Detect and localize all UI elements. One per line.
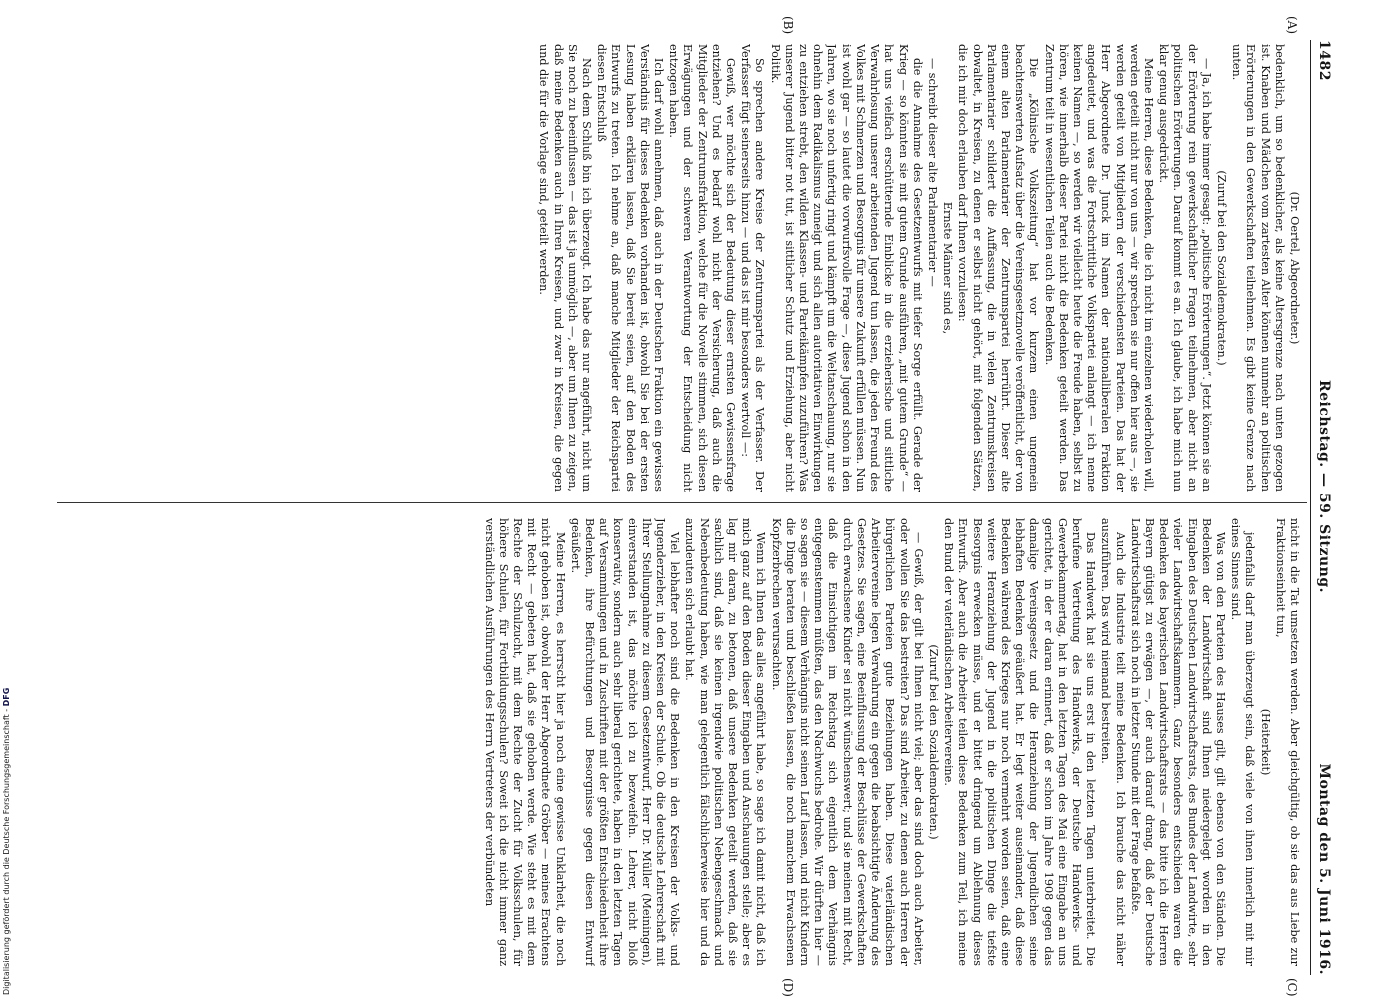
paragraph: — Gewiß, der gilt bei Ihnen nicht viel; aber das sind doch auch Arbeiter, oder wollen Sie das bestreiten? Das sind Arbeiter, zu denen auch Herren der bürgerlichen Parteien gute Beziehungen haben. Diese vaterländischen Arbeitervereine legen Verwahrung ein gegen die beabsichtigte Änderung des Gesetzes. Sie sagen, eine Beeinflussung der Beschlüsse der Gewerkschaften durch erwachsene Kinder sei nicht wünschenswert; und sie meinen mit Recht, daß die Einsichtigen im Reichstag sich eigentlich dem Verhängnis entgegenstemmen müßten, das den Nachwuchs bedrohe. Wir dürften hier — so sagen sie — diesem Verhängnis nicht seinen Lauf lassen, und nicht Kindern die Dinge beraten und beschließen lassen, die noch manchem Erwachsenen Kopfzerbrechen verursachten. xyxy=(769,518,925,966)
paragraph: Meine Herren, diese Bedenken, die ich nicht im einzelnen wiederholen will, werden geteilt nicht nur von uns — wir sprechen sie nur offen hier aus —, sie werden geteilt von Mitgliedern der verschiedensten Parteien. Das hat der Herr Abgeordnete Dr. Junck im Namen der nationalliberalen Fraktion angedeutet, und was die Fortschrittliche Volkspartei anlangt — ich nenne keinen Namen —, so werden wir vielleicht heute die Freude haben, selbst zu hören, wie innerhalb dieser Partei nicht die Bedenken geteilt werden. Das Zentrum teilt in wesentlichen Teilen auch die Bedenken. xyxy=(1042,44,1155,492)
column-divider xyxy=(57,502,1307,503)
rotated-newspaper-page xyxy=(45,16,1335,997)
paragraph: Meine Herren, es herrscht hier ja noch eine gewisse Unklarheit, die noch nicht gehoben ist, obwohl der Herr Abgeordnete Gröber — meines Erachtens mit Recht — gebeten hat, daß sie gehoben werde. Wie steht es mit dem Rechte der Schulzucht, mit dem Rechte der Zucht für Volksschulen, für höhere Schulen, für Fortbildungsschulen? Soweit ich die nicht immer ganz verständlichen Ausführungen des Herrn Vertreters der verbündeten xyxy=(482,518,567,966)
margin-mark-a: (A) xyxy=(1285,16,1299,35)
paragraph: Gewiß, wer möchte sich der Bedeutung dieser ernsten Gewissensfrage entziehen? Und es bedarf wohl nicht der Versicherung, daß auch die Mitglieder der Zentrumsfraktion, welche für die Novelle stimmen, sich diesen Erwägungen und der schweren Verantwortung der Entscheidung nicht entzogen haben. xyxy=(667,44,738,492)
paragraph: (Zuruf bei den Sozialdemokraten.) xyxy=(926,644,940,840)
paragraph: Auch die Industrie teilt meine Bedenken. Ich brauche das nicht näher auszuführen. Das wird niemand bestreiten. xyxy=(1099,518,1127,966)
paragraph: jedenfalls darf man überzeugt sein, daß viele von ihnen innerlich mit mir eines Sinnes sind. xyxy=(1229,518,1257,966)
digitization-credit xyxy=(2,420,12,995)
page-title: Reichstag. — 59. Sitzung. xyxy=(1316,380,1332,593)
paragraph: Ernste Männer sind es, xyxy=(941,201,955,335)
paragraph: Was von den Parteien des Hauses gilt, gilt ebenso von den Ständen. Die Bedenken der Landwirtschaft sind Ihnen niedergelegt worden in den Eingaben des Deutschen Landwirtschaftsrats, des Bundes der Landwirte, sehr vieler Landwirtschaftskammern. Ganz besonders entschieden waren die Bedenken des bayerischen Landwirtschaftsrats — das bitte ich die Herren Bayern gütigst zu erwägen —, der auch darauf drang, daß der Deutsche Landwirtschaftsrat sich noch in letzter Stunde mit der Frage befaßte. xyxy=(1128,518,1227,966)
right-text-column xyxy=(56,518,1301,966)
paragraph: nicht in die Tat umsetzen werden. Aber gleichgültig, ob sie das aus Liebe zur Fraktionseinheit tun, xyxy=(1273,518,1301,966)
paragraph: Nach dem Schluß bin ich überzeugt. Ich habe das nur angeführt, nicht um Sie noch zu beeinflussen — das ist ja unmöglich —, aber um Ihnen zu zeigen, daß meine Bedenken auch in Ihren Kreisen, und zwar in Kreisen, die gegen und die für die Vorlage sind, geteilt werden. xyxy=(537,44,594,492)
margin-mark-c: (C) xyxy=(1285,978,1299,997)
paragraph: bedenklich, um so bedenklicher, als keine Altersgrenze nach unten gezogen ist. Knaben und Mädchen vom zartesten Alter können nunmehr an politischen Erörterungen in den Gewerkschaften teilnehmen. Es gibt keine Grenze nach unten. xyxy=(1230,44,1286,492)
paragraph: (Dr. Oertel, Abgeordneter.) xyxy=(1288,191,1301,345)
paragraph: Ich darf wohl annehmen, daß auch in der Deutschen Fraktion ein gewisses Verständnis für dieses Bedenken vorhanden ist, obwohl Sie bei der ersten Lesung haben erklären lassen, daß Sie bereit seien, auf den Boden des Entwurfs zu treten. Ich nehme an, daß manche Mitglieder der Reichspartei diesen Entschluß xyxy=(595,44,666,492)
paragraph: — schreibt dieser alte Parlamentarier — xyxy=(925,58,939,287)
paragraph: Viel lebhafter noch sind die Bedenken in den Kreisen der Volks- und Jugenderzieher, in den Kreisen der Schule. Ob die deutsche Lehrerschaft mit Ihrer Stellungnahme zu diesem Gesetzentwurf, Herr Dr. Müller (Meiningen), einverstanden ist, das möchte ich zu bezweifeln. Lehrer, nicht bloß konservativ, sondern auch sehr liberal gerichtete, haben in den letzten Tagen auf Versammlungen und in Zuschriften mit der größten Entschiedenheit ihre Bedenken, ihre Befürchtungen und Besorgnisse gegen diesen Entwurf geäußert. xyxy=(568,518,682,966)
page-number: 1482 xyxy=(1316,40,1332,81)
page-header xyxy=(1309,40,1335,975)
page-date: Montag den 5. Juni 1916. xyxy=(1316,763,1332,975)
paragraph: die die Annahme des Gesetzentwurfs mit tiefer Sorge erfüllt. Gerade der Krieg — so könnten sie mit gutem Grunde ausführen, „mit gutem Grunde“ — hat uns vielfach erschütternde Einblicke in die erzieherische und sittliche Verwahrlosung unserer arbeitenden Jugend tun lassen, die jeden Freund des Volkes mit Schmerzen und Besorgnis für unsere Zukunft erfüllen müssen. Nun ist wohl gar — so lautet die vorwurfsvolle Frage —, diese Jugend schon in den Jahren, wo sie noch unfertig ringt und kämpft um die Weltanschauung, nur sie ohnehin dem Radikalismus zuneigt und sich allen autoritativen Einwirkungen zu entziehen strebt, den wilden Klassen- und Parteikämpfen zuzuführen? Was unserer Jugend bitter not tut, ist sittlicher Schutz und Erziehung, aber nicht Politik. xyxy=(768,44,924,492)
paragraph: — Ja, ich habe immer gesagt: „politische Erörterungen“. Jetzt können sie an der Erörterung rein gewerkschaftlicher Fragen teilnehmen, aber nicht an politischen Erörterungen. Darauf kommt es an. Ich glaube, ich habe mich nun klar genug ausgedrückt. xyxy=(1157,44,1213,492)
paragraph: Wenn ich Ihnen das alles angeführt habe, so sage ich damit nicht, daß ich mich ganz auf den Boden dieser Eingaben und Anschauungen stelle; aber es lag mir daran, zu betonen, daß unsere Bedenken geteilt werden, daß sie sachlich sind, daß sie keinen irgendwie politischen Nebengeschmack und Nebenbedeutung haben, wie man gelegentlich fälschlicherweise hier und da anzudeuten sich erlaubt hat. xyxy=(683,518,768,966)
paragraph: (Zuruf bei den Sozialdemokraten.) xyxy=(1214,170,1228,366)
paragraph: (Heiterkeit) xyxy=(1258,708,1272,776)
credit-text: Digitalisierung gefördert durch die Deutsche Forschungsgemeinschaft - xyxy=(2,708,11,995)
paragraph: Das Handwerk hat sie uns erst in den letzten Tagen unterbreitet. Die berufene Vertretung des Handwerks, der Deutsche Handwerks- und Gewerbekammertag, hat in den letzten Tagen des Mai eine Eingabe an uns gerichtet, in der er daran erinnert, daß er schon im Jahre 1908 gegen das damalige Vereinsgesetz und die Heranziehung der Jugendlichen seine lebhaften Bedenken geäußert hat. Er legt weiter auseinander, daß diese Bedenken während des Krieges nur noch vermehrt worden seien, daß eine weitere Heranziehung der Jugend in die politischen Dinge die tiefste Besorgnis erwecken müsse, und er bittet dringend um Ablehnung dieses Entwurfs. Aber auch die Arbeiter teilen diese Bedenken zum Teil, ich meine den Bund der vaterländischen Arbeitervereine. xyxy=(942,518,1098,966)
left-text-column xyxy=(56,44,1301,492)
header-rule xyxy=(1310,40,1311,975)
paragraph: So sprechen andere Kreise der Zentrumspartei als der Verfasser. Der Verfasser fügt seinerseits hinzu — und das ist mir besonders wertvoll —: xyxy=(739,44,767,492)
margin-mark-b: (B) xyxy=(781,16,795,35)
paragraph: Die „Kölnische Volkszeitung“ hat vor kurzem einen ungemein beachtenswerten Aufsatz über die Vereinsgesetznovelle veröffentlicht, der von einem alten Parlamentarier der Zentrumspartei herrührt. Dieser alte Parlamentarier schildert die Auffassung, die in vielen Zentrumskreisen obwaltet, in Kreisen, zu denen er selbst nicht gehört, mit folgenden Sätzen, die ich mir doch erlauben darf Ihnen vorzulesen: xyxy=(956,44,1041,492)
margin-mark-d: (D) xyxy=(781,978,795,997)
dfg-logo: DFG xyxy=(2,687,11,707)
